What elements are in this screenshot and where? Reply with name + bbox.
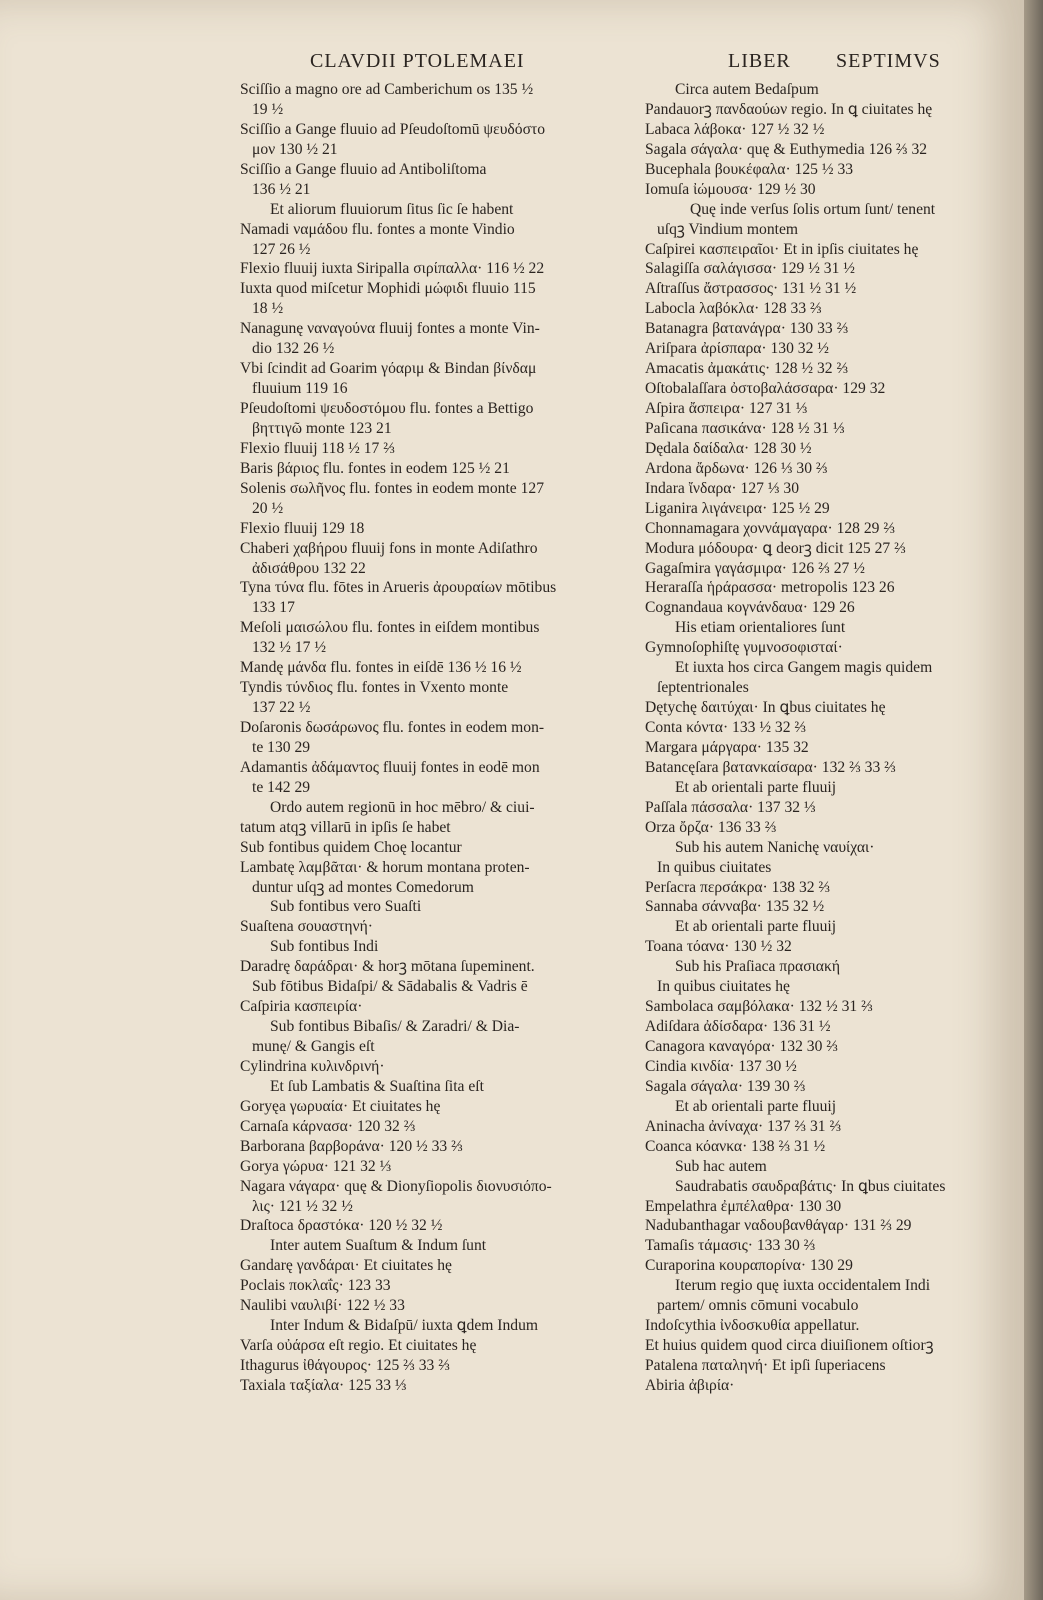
text-line: Adamantis ἀδάμαντος fluuij fontes in eodē mon <box>240 758 540 776</box>
text-line: Sagala σάγαλα· quę & Euthymedia 126 ⅔ 32 <box>645 140 928 158</box>
text-line: Ithagurus ἰθάγουρος· 125 ⅔ 33 ⅔ <box>240 1357 450 1374</box>
text-line: Solenis σωλῆνος flu. fontes in eodem monte 127 <box>240 479 545 497</box>
text-line: Naulibi ναυλιβί· 122 ½ 33 <box>240 1297 405 1315</box>
text-line: Lambatę λαμβᾶται· & horum montana proten- <box>240 858 530 876</box>
text-line: λις· 121 ½ 32 ½ <box>252 1197 353 1215</box>
text-line: Cylindrina κυλινδρινή· <box>240 1057 385 1075</box>
text-line: Sciſſio a Gange fluuio ad Pſeudoſtomū ψευδόστο <box>240 120 546 138</box>
text-line: Sciſſio a Gange fluuio ad Antiboliſtoma <box>240 160 487 178</box>
text-line: Et ab orientali parte fluuij <box>675 778 837 796</box>
text-line: Quę inde verſus ſolis ortum ſunt/ tenent <box>690 200 936 218</box>
text-line: Draſtoca δραστόκα· 120 ½ 32 ½ <box>240 1217 443 1235</box>
text-line: Barborana βαρβοράνα· 120 ½ 33 ⅔ <box>240 1137 463 1155</box>
text-line: 18 ½ <box>252 300 284 318</box>
text-line: Suaſtena σουαστηνή· <box>240 918 373 936</box>
text-line: Saudrabatis σαυδραβάτις· In ꝗbus ciuitates <box>675 1177 946 1195</box>
text-line: Vbi ſcindit ad Goarim γόαριμ & Bindan βίνδαμ <box>240 360 537 378</box>
text-line: Flexio fluuij iuxta Siripalla σιρίπαλλα· 116 ½ 22 <box>240 260 545 278</box>
text-line: uſqꝫ Vindium montem <box>657 220 799 238</box>
text-line: In quibus ciuitates <box>657 858 772 876</box>
text-line: Indara ἴνδαρα· 127 ⅓ 30 <box>645 479 800 497</box>
text-line: Flexio fluuij 129 18 <box>240 519 365 537</box>
text-line: Inter Indum & Bidaſpū/ iuxta ꝗdem Indum <box>270 1317 539 1335</box>
text-line: ſeptentrionales <box>657 679 749 697</box>
text-line: Pſeudoſtomi ψευδοστόμου flu. fontes a Bettigo <box>240 400 534 417</box>
text-line: Cognandaua κογνάνδαυα· 129 26 <box>645 599 855 617</box>
text-line: partem/ omnis cōmuni vocabulo <box>657 1297 859 1315</box>
text-line: Nadubanthagar ναδουβανθάγαρ· 131 ⅔ 29 <box>645 1217 912 1235</box>
text-line: 137 22 ½ <box>252 699 311 717</box>
text-line: Carnaſa κάρνασα· 120 32 ⅔ <box>240 1117 416 1135</box>
text-line: Et ab orientali parte fluuij <box>675 1097 837 1115</box>
text-line: Taxiala ταξίαλα· 125 33 ⅓ <box>240 1376 407 1394</box>
text-line: Gagaſmira γαγάσμιρα· 126 ⅔ 27 ½ <box>645 559 865 577</box>
text-line: Ariſpara ἀρίσπαρα· 130 32 ½ <box>645 340 829 358</box>
text-line: Tamaſis τάμασις· 133 30 ⅔ <box>645 1237 816 1255</box>
text-line: Circa autem Bedaſpum <box>675 81 819 98</box>
text-line: duntur uſqꝫ ad montes Comedorum <box>252 878 474 896</box>
text-line: Iuxta quod miſcetur Mophidi μώφιδι fluuio 115 <box>240 280 536 298</box>
text-line: Nagara νάγαρα· quę & Dionyſiopolis διονυσιόπο- <box>240 1177 552 1195</box>
text-line: Empelathra ἐμπέλαθρα· 130 30 <box>645 1197 842 1215</box>
text-line: Sub hac autem <box>675 1157 767 1175</box>
left-text-column <box>240 80 600 1396</box>
text-line: Ardona ἄρδωνα· 126 ⅓ 30 ⅔ <box>645 459 828 477</box>
text-line: Salagiſſa σαλάγισσα· 129 ½ 31 ½ <box>645 260 855 278</box>
text-line: Perſacra περσάκρα· 138 32 ⅔ <box>645 878 831 896</box>
running-head-liber: LIBER <box>728 50 791 72</box>
text-line: dio 132 26 ½ <box>252 340 335 358</box>
text-line: Pandauorꝫ πανδαούων regio. In ꝗ ciuitates hę <box>645 100 933 118</box>
text-line: Gymnoſophiſtę γυμνοσοφισταί· <box>645 639 843 657</box>
text-line: Sub fontibus Indi <box>270 938 379 956</box>
text-line: Mandę μάνδα flu. fontes in eiſdē 136 ½ 16 ½ <box>240 659 522 677</box>
page-edge <box>1024 0 1043 1600</box>
text-line: Aninacha ἀνίναχα· 137 ⅔ 31 ⅔ <box>645 1117 842 1135</box>
text-line: Daradrę δαράδραι· & horꝫ mōtana ſupeminent. <box>240 958 535 976</box>
text-line: Namadi ναμάδου flu. fontes a monte Vindio <box>240 220 515 238</box>
text-line: Goryęa γωρυαία· Et ciuitates hę <box>240 1097 441 1115</box>
text-line: Chaberi χαβήρου fluuij fons in monte Adiſathro <box>240 539 538 557</box>
text-line: Dędala δαίδαλα· 128 30 ½ <box>645 439 812 457</box>
text-line: Toana τόανα· 130 ½ 32 <box>645 938 792 956</box>
text-line: fluuium 119 16 <box>252 380 348 398</box>
text-line: Coanca κόανκα· 138 ⅔ 31 ½ <box>645 1137 826 1155</box>
text-line: Caſpirei κασπειραῖοι· Et in ipſis ciuitates hę <box>645 240 919 258</box>
text-line: Aſtraſſus ἄστρασσος· 131 ½ 31 ½ <box>645 280 857 298</box>
text-line: 20 ½ <box>252 499 284 517</box>
text-line: Indoſcythia ἰνδοσκυθία appellatur. <box>645 1317 860 1335</box>
text-line: Gorya γώρυα· 121 32 ⅓ <box>240 1157 392 1175</box>
text-line: te 130 29 <box>252 738 311 756</box>
text-line: Et huius quidem quod circa diuiſionem oſtiorꝫ <box>645 1337 934 1355</box>
text-line: Modura μόδουρα· ꝗ deorꝫ dicit 125 27 ⅔ <box>645 539 906 557</box>
text-line: Inter autem Suaſtum & Indum ſunt <box>270 1237 487 1255</box>
text-line: Chonnamagara χοννάμαγαρα· 128 29 ⅔ <box>645 519 896 537</box>
right-text-column <box>645 80 985 1396</box>
text-line: Iomuſa ἰώμουσα· 129 ½ 30 <box>645 180 816 198</box>
text-line: Sannaba σάνναβα· 135 32 ½ <box>645 898 825 916</box>
text-line: Sub his autem Nanichę ναυίχαι· <box>675 838 875 856</box>
text-line: Ordo autem regionū in hoc mēbro/ & ciui- <box>270 798 535 816</box>
text-line: Poclais ποκλαΐς· 123 33 <box>240 1277 391 1295</box>
text-line: Sambolaca σαμβόλακα· 132 ½ 31 ⅔ <box>645 998 873 1016</box>
text-line: Et aliorum fluuiorum ſitus ſic ſe habent <box>270 200 514 218</box>
text-line: tatum atqꝫ villarū in ipſis ſe habet <box>240 818 451 836</box>
text-line: Amacatis ἀμακάτις· 128 ½ 32 ⅔ <box>645 360 849 378</box>
text-line: Labaca λάβοκα· 127 ½ 32 ½ <box>645 120 825 138</box>
text-line: Batancęſara βατανκαίσαρα· 132 ⅔ 33 ⅔ <box>645 758 896 776</box>
text-line: βηττιγῶ monte 123 21 <box>252 419 392 437</box>
text-line: 19 ½ <box>252 100 284 118</box>
text-line: His etiam orientaliores ſunt <box>675 619 846 637</box>
text-line: 132 ½ 17 ½ <box>252 639 327 657</box>
text-line: Oſtobalaſſara ὀστοβαλάσσαρα· 129 32 <box>645 380 886 398</box>
text-line: Caſpiria κασπειρία· <box>240 998 363 1016</box>
text-line: Varſa οὐάρσα eſt regio. Et ciuitates hę <box>240 1337 477 1355</box>
text-line: In quibus ciuitates hę <box>657 978 790 996</box>
text-line: Meſoli μαισώλου flu. fontes in eiſdem montibus <box>240 619 540 637</box>
running-head-author: CLAVDII PTOLEMAEI <box>310 50 525 72</box>
text-line: Sagala σάγαλα· 139 30 ⅔ <box>645 1077 806 1095</box>
text-line: ἀδισάθρου 132 22 <box>252 559 366 577</box>
text-line: Cindia κινδία· 137 30 ½ <box>645 1057 797 1075</box>
running-head-book-number: SEPTIMVS <box>836 50 941 72</box>
text-line: 136 ½ 21 <box>252 180 311 198</box>
text-line: 133 17 <box>252 599 295 617</box>
text-line: Canagora καναγόρα· 132 30 ⅔ <box>645 1038 838 1055</box>
text-line: Sub fōtibus Bidaſpi/ & Sādabalis & Vadris ē <box>252 978 528 996</box>
text-line: Orza ὄρζα· 136 33 ⅔ <box>645 818 777 836</box>
text-line: Dętychę δαιτύχαι· In ꝗbus ciuitates hę <box>645 699 886 717</box>
text-line: Curaporina κουραπορίνα· 130 29 <box>645 1257 853 1275</box>
text-line: Tyna τύνα flu. fōtes in Arueris ἀρουραίων mōtibus <box>240 579 557 597</box>
text-line: Heraraſſa ἡράρασσα· metropolis 123 26 <box>645 579 895 597</box>
text-line: munę/ & Gangis eſt <box>252 1038 375 1055</box>
text-line: Liganira λιγάνειρα· 125 ½ 29 <box>645 499 830 517</box>
text-line: Sciſſio a magno ore ad Camberichum os 135 ½ <box>240 81 534 98</box>
text-line: Paſicana πασικάνα· 128 ½ 31 ⅓ <box>645 419 845 437</box>
text-line: Doſaronis δωσάρωνος flu. fontes in eodem mon- <box>240 719 545 736</box>
text-line: 127 26 ½ <box>252 240 311 258</box>
text-line: Baris βάριος flu. fontes in eodem 125 ½ 21 <box>240 459 510 477</box>
text-line: Tyndis τύνδιος flu. fontes in Vxento monte <box>240 679 509 697</box>
text-line: Sub fontibus quidem Choę locantur <box>240 838 462 856</box>
text-line: Gandarę γανδάραι· Et ciuitates hę <box>240 1257 452 1275</box>
text-line: Iterum regio quę iuxta occidentalem Indi <box>675 1277 931 1295</box>
text-line: Margara μάργαρα· 135 32 <box>645 738 809 756</box>
text-line: Flexio fluuij 118 ½ 17 ⅔ <box>240 439 395 457</box>
text-line: Abiria ἀβιρία· <box>645 1376 735 1394</box>
text-line: Sub his Praſiaca πρασιακή <box>675 958 840 976</box>
text-line: Conta κόντα· 133 ½ 32 ⅔ <box>645 719 807 736</box>
text-line: Et ab orientali parte fluuij <box>675 918 837 936</box>
text-line: Aſpira ἄσπειρα· 127 31 ⅓ <box>645 400 808 417</box>
text-line: Paſſala πάσσαλα· 137 32 ⅓ <box>645 798 816 816</box>
text-line: Sub fontibus vero Suaſti <box>270 898 422 916</box>
text-line: Batanagra βατανάγρα· 130 33 ⅔ <box>645 320 849 338</box>
text-line: Patalena παταληνή· Et ipſi ſuperiacens <box>645 1357 886 1374</box>
text-line: Et iuxta hos circa Gangem magis quidem <box>675 659 933 677</box>
text-line: Labocla λαβόκλα· 128 33 ⅔ <box>645 300 822 318</box>
text-line: μον 130 ½ 21 <box>252 140 338 158</box>
text-line: Adiſdara ἀδίσδαρα· 136 31 ½ <box>645 1018 831 1036</box>
text-line: Bucephala βουκέφαλα· 125 ½ 33 <box>645 160 854 178</box>
text-line: Sub fontibus Bibaſis/ & Zaradri/ & Dia- <box>270 1018 520 1036</box>
text-line: Et ſub Lambatis & Suaſtina ſita eſt <box>270 1077 484 1095</box>
text-line: Nanagunę ναναγούνα fluuij fontes a monte Vin- <box>240 320 540 338</box>
text-line: te 142 29 <box>252 778 311 796</box>
